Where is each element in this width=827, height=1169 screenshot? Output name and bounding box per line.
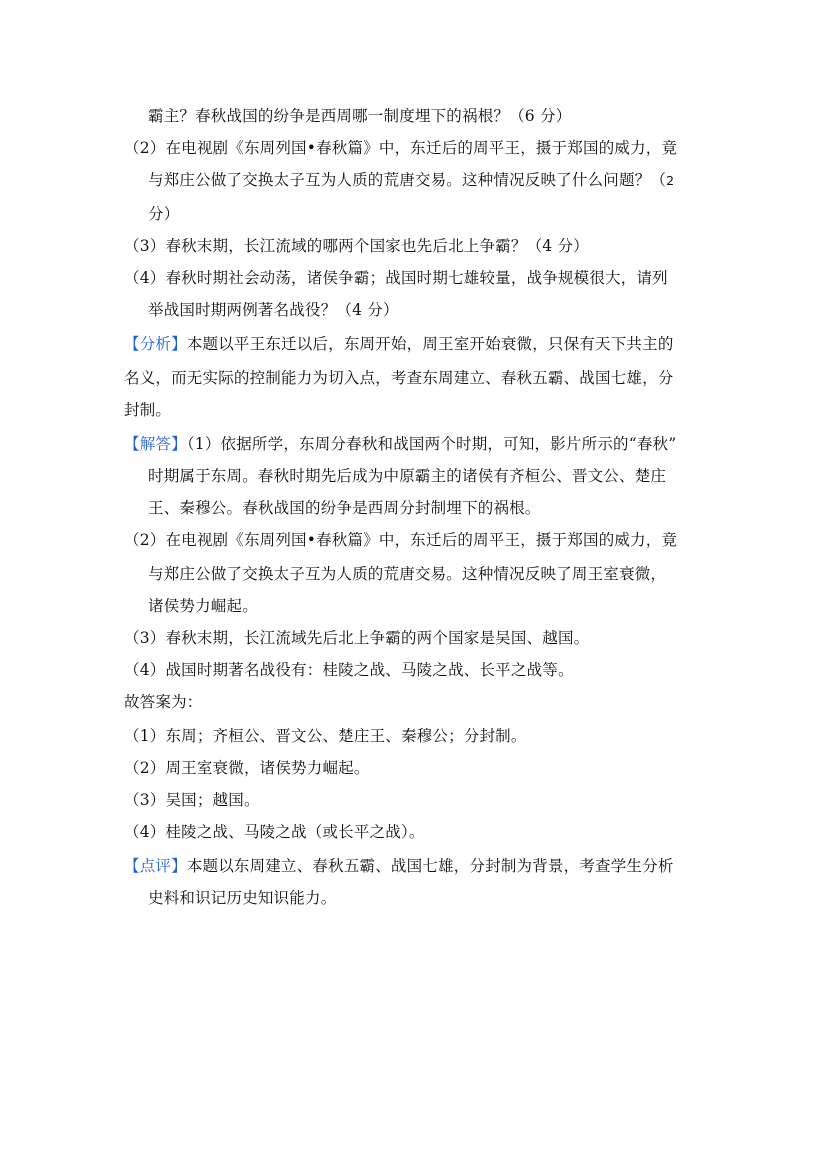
question-line-6: （4）春秋时期社会动荡，诸侯争霸；战国时期七雄较量，战争规模很大，请列 xyxy=(124,269,668,287)
final-answer-4: （4）桂陵之战、马陵之战（或长平之战）。 xyxy=(124,823,425,841)
answer-line-3: 王、秦穆公。春秋战国的纷争是西周分封制埋下的祸根。 xyxy=(148,499,541,517)
answer-line-6: 诸侯势力崛起。 xyxy=(148,597,258,615)
question-line-1: 霸主？春秋战国的纷争是西周哪一制度埋下的祸根？（6 分） xyxy=(148,107,572,125)
analysis-line-3: 封制。 xyxy=(124,401,172,419)
answer-line-1 xyxy=(124,434,676,454)
analysis-line-1 xyxy=(124,334,674,354)
comment-line-1 xyxy=(124,856,674,876)
question-score: 2 xyxy=(666,173,675,188)
comment-line-2: 史料和识记历史知识能力。 xyxy=(148,889,337,907)
comment-text-1: 本题以东周建立、春秋五霸、战国七雄，分封制为背景，考查学生分析 xyxy=(186,857,674,875)
question-line-3 xyxy=(148,170,674,191)
answer-line-8: （4）战国时期著名战役有：桂陵之战、马陵之战、长平之战等。 xyxy=(124,661,574,679)
analysis-tag: 【分析】 xyxy=(124,335,187,353)
question-line-5: （3）春秋末期，长江流域的哪两个国家也先后北上争霸？（4 分） xyxy=(124,237,589,255)
final-answer-1: （1）东周；齐桓公、晋文公、楚庄王、秦穆公；分封制。 xyxy=(124,727,527,745)
comment-tag: 【点评】 xyxy=(124,857,187,875)
final-answer-3: （3）吴国；越国。 xyxy=(124,791,260,809)
question-line-7: 举战国时期两例著名战役？（4 分） xyxy=(148,301,399,319)
question-line-2: （2）在电视剧《东周列国•春秋篇》中，东迁后的周平王，摄于郑国的威力，竟 xyxy=(124,139,678,157)
final-answer-2: （2）周王室衰微，诸侯势力崛起。 xyxy=(124,759,370,777)
final-intro: 故答案为： xyxy=(124,693,203,711)
answer-line-5: 与郑庄公做了交换太子互为人质的荒唐交易。这种情况反映了周王室衰微， xyxy=(148,565,667,583)
analysis-text-1: 本题以平王东迁以后，东周开始，周王室开始衰微，只保有天下共主的 xyxy=(186,335,674,353)
answer-tag: 【解答】 xyxy=(124,435,187,453)
answer-line-2: 时期属于东周。春秋时期先后成为中原霸主的诸侯有齐桓公、晋文公、楚庄 xyxy=(148,467,667,485)
answer-text-1: （1）依据所学，东周分春秋和战国两个时期，可知，影片所示的“春秋” xyxy=(186,435,677,453)
analysis-line-2: 名义，而无实际的控制能力为切入点，考查东周建立、春秋五霸、战国七雄，分 xyxy=(124,369,674,387)
question-line-3-text: 与郑庄公做了交换太子互为人质的荒唐交易。这种情况反映了什么问题？（ xyxy=(148,171,667,189)
answer-line-4: （2）在电视剧《东周列国•春秋篇》中，东迁后的周平王，摄于郑国的威力，竟 xyxy=(124,531,678,549)
answer-line-7: （3）春秋末期，长江流域先后北上争霸的两个国家是吴国、越国。 xyxy=(124,629,590,647)
question-line-4: 分） xyxy=(148,205,180,223)
